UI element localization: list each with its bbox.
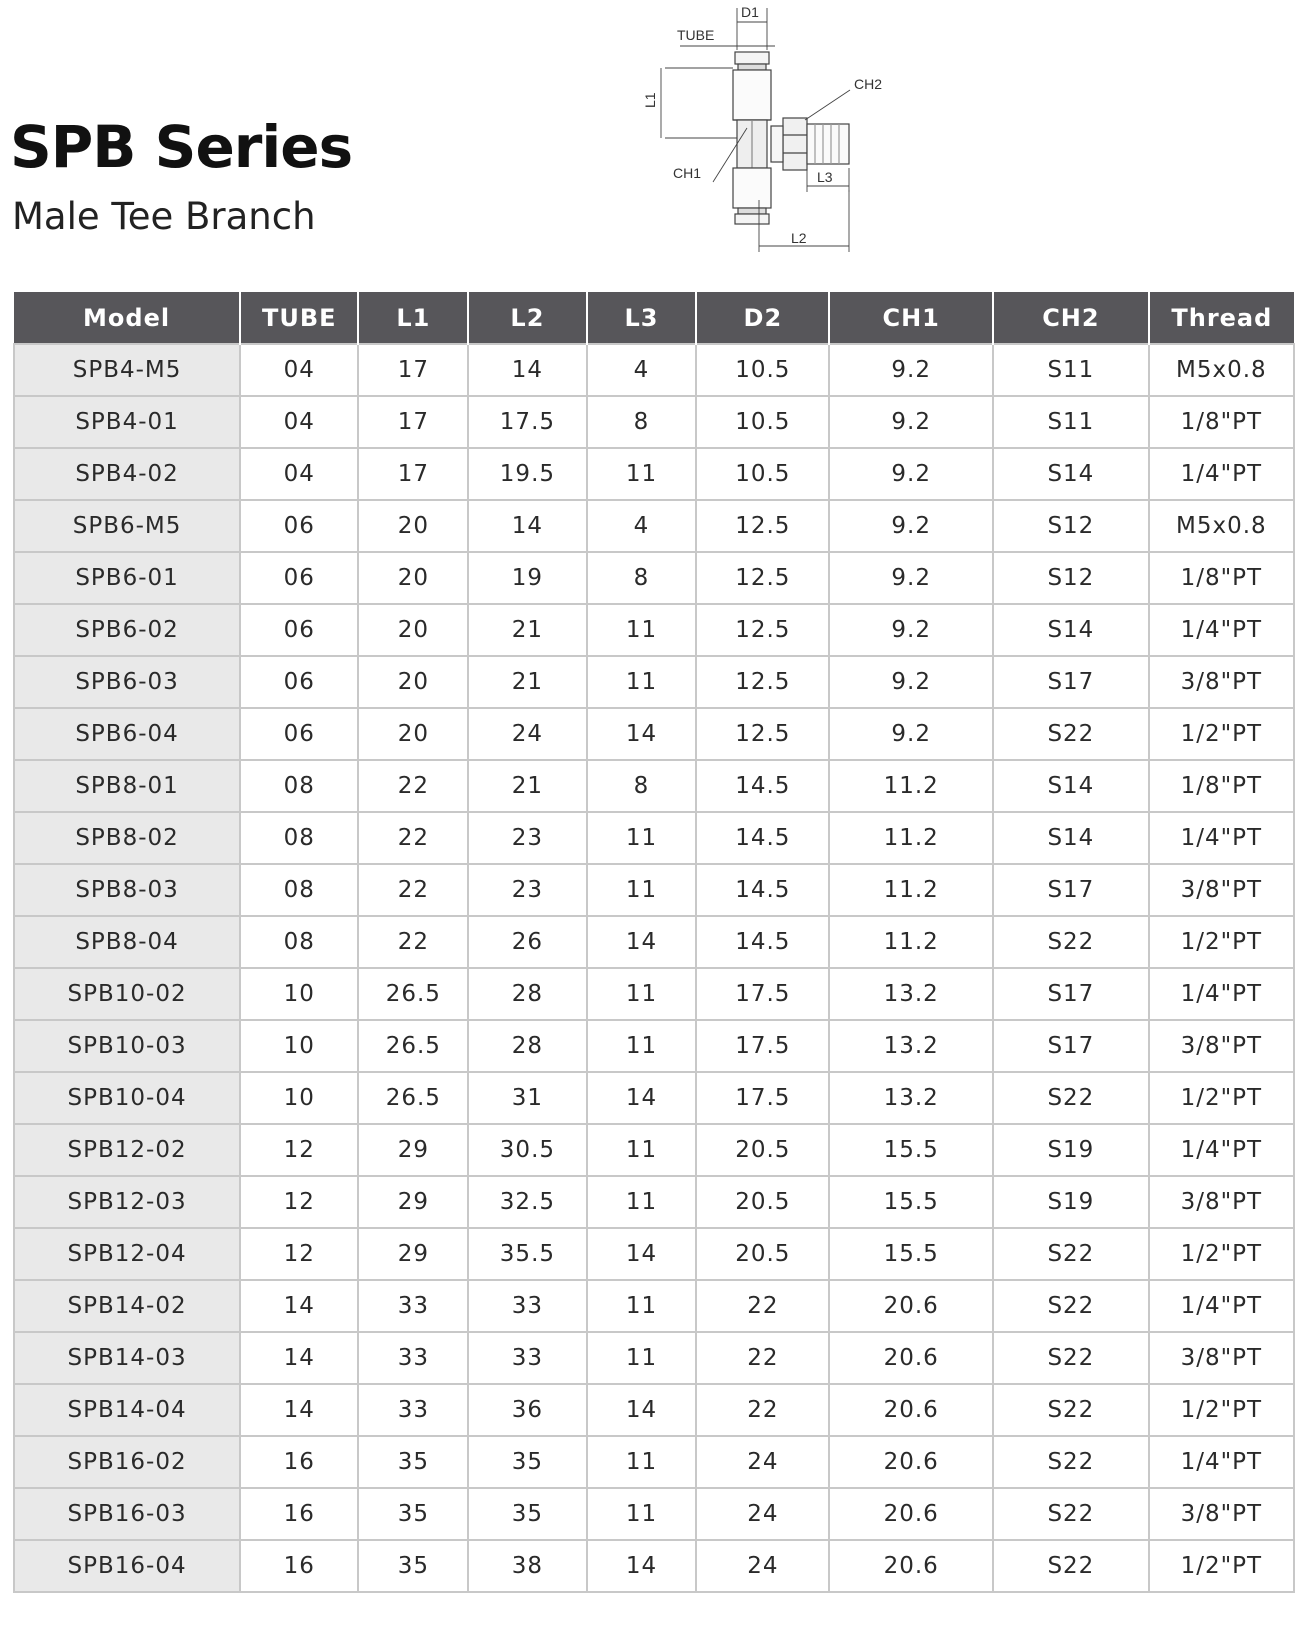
- series-subtitle: Male Tee Branch: [12, 195, 316, 238]
- cell-l2: 26: [468, 916, 586, 968]
- cell-l3: 11: [587, 1176, 697, 1228]
- cell-ch2: S11: [993, 344, 1149, 396]
- cell-thread: 1/4"PT: [1149, 604, 1294, 656]
- cell-l3: 11: [587, 1280, 697, 1332]
- cell-l3: 4: [587, 500, 697, 552]
- table-row: [14, 1124, 1294, 1176]
- spec-table: [13, 292, 1295, 1593]
- table-row: [14, 1072, 1294, 1124]
- cell-l2: 36: [468, 1384, 586, 1436]
- cell-tube: 14: [240, 1384, 358, 1436]
- cell-ch2: S22: [993, 1228, 1149, 1280]
- cell-tube: 06: [240, 500, 358, 552]
- table-row: [14, 708, 1294, 760]
- cell-ch1: 9.2: [829, 396, 993, 448]
- table-row: [14, 1384, 1294, 1436]
- cell-l1: 22: [358, 864, 468, 916]
- cell-model: SPB8-02: [14, 812, 240, 864]
- cell-d2: 10.5: [696, 448, 829, 500]
- cell-tube: 12: [240, 1176, 358, 1228]
- cell-l3: 11: [587, 1332, 697, 1384]
- cell-l2: 17.5: [468, 396, 586, 448]
- column-header-l2: L2: [468, 292, 586, 344]
- cell-d2: 12.5: [696, 500, 829, 552]
- cell-d2: 10.5: [696, 396, 829, 448]
- cell-l2: 28: [468, 968, 586, 1020]
- cell-ch2: S22: [993, 1540, 1149, 1592]
- cell-l2: 38: [468, 1540, 586, 1592]
- cell-l3: 14: [587, 1540, 697, 1592]
- table-row: [14, 500, 1294, 552]
- cell-ch1: 9.2: [829, 656, 993, 708]
- cell-l3: 11: [587, 1020, 697, 1072]
- cell-tube: 06: [240, 604, 358, 656]
- cell-l1: 29: [358, 1176, 468, 1228]
- diagram-label-l2: L2: [791, 230, 807, 246]
- cell-model: SPB14-02: [14, 1280, 240, 1332]
- cell-model: SPB16-02: [14, 1436, 240, 1488]
- cell-model: SPB8-04: [14, 916, 240, 968]
- cell-ch1: 20.6: [829, 1384, 993, 1436]
- cell-thread: M5x0.8: [1149, 344, 1294, 396]
- cell-d2: 22: [696, 1332, 829, 1384]
- cell-ch1: 20.6: [829, 1488, 993, 1540]
- cell-model: SPB4-01: [14, 396, 240, 448]
- cell-ch2: S11: [993, 396, 1149, 448]
- cell-l1: 29: [358, 1124, 468, 1176]
- table-body: [14, 344, 1294, 1592]
- cell-ch2: S14: [993, 604, 1149, 656]
- column-header-ch1: CH1: [829, 292, 993, 344]
- cell-l1: 33: [358, 1280, 468, 1332]
- cell-ch1: 20.6: [829, 1540, 993, 1592]
- cell-thread: 1/4"PT: [1149, 448, 1294, 500]
- cell-l3: 11: [587, 968, 697, 1020]
- cell-ch2: S22: [993, 1384, 1149, 1436]
- table-row: [14, 396, 1294, 448]
- cell-model: SPB12-02: [14, 1124, 240, 1176]
- cell-thread: 3/8"PT: [1149, 864, 1294, 916]
- cell-d2: 14.5: [696, 760, 829, 812]
- cell-l2: 19.5: [468, 448, 586, 500]
- column-header-thread: Thread: [1149, 292, 1294, 344]
- cell-d2: 20.5: [696, 1124, 829, 1176]
- cell-model: SPB14-04: [14, 1384, 240, 1436]
- table-row: [14, 864, 1294, 916]
- cell-ch2: S19: [993, 1124, 1149, 1176]
- cell-thread: 1/4"PT: [1149, 1436, 1294, 1488]
- cell-l2: 14: [468, 344, 586, 396]
- cell-l2: 33: [468, 1280, 586, 1332]
- cell-model: SPB12-03: [14, 1176, 240, 1228]
- cell-thread: 3/8"PT: [1149, 1020, 1294, 1072]
- cell-d2: 24: [696, 1436, 829, 1488]
- cell-tube: 16: [240, 1436, 358, 1488]
- cell-ch2: S12: [993, 500, 1149, 552]
- table-row: [14, 552, 1294, 604]
- table-row: [14, 1176, 1294, 1228]
- cell-tube: 08: [240, 916, 358, 968]
- cell-ch1: 11.2: [829, 812, 993, 864]
- cell-thread: 1/4"PT: [1149, 1124, 1294, 1176]
- cell-ch1: 13.2: [829, 968, 993, 1020]
- cell-tube: 08: [240, 760, 358, 812]
- cell-ch1: 20.6: [829, 1332, 993, 1384]
- cell-d2: 12.5: [696, 656, 829, 708]
- cell-l2: 14: [468, 500, 586, 552]
- cell-ch1: 15.5: [829, 1176, 993, 1228]
- cell-model: SPB4-M5: [14, 344, 240, 396]
- cell-ch1: 15.5: [829, 1228, 993, 1280]
- cell-thread: 1/4"PT: [1149, 1280, 1294, 1332]
- table-row: [14, 604, 1294, 656]
- table-row: [14, 1436, 1294, 1488]
- cell-model: SPB4-02: [14, 448, 240, 500]
- cell-ch2: S22: [993, 1488, 1149, 1540]
- column-header-model: Model: [14, 292, 240, 344]
- cell-model: SPB10-04: [14, 1072, 240, 1124]
- cell-l3: 4: [587, 344, 697, 396]
- cell-l1: 35: [358, 1436, 468, 1488]
- cell-ch2: S14: [993, 760, 1149, 812]
- cell-tube: 16: [240, 1540, 358, 1592]
- column-header-l1: L1: [358, 292, 468, 344]
- cell-d2: 20.5: [696, 1176, 829, 1228]
- cell-d2: 17.5: [696, 968, 829, 1020]
- diagram-label-d1: D1: [741, 4, 759, 20]
- cell-model: SPB6-03: [14, 656, 240, 708]
- cell-ch1: 13.2: [829, 1020, 993, 1072]
- cell-thread: 1/8"PT: [1149, 396, 1294, 448]
- cell-tube: 12: [240, 1228, 358, 1280]
- cell-l2: 35: [468, 1436, 586, 1488]
- cell-l1: 33: [358, 1384, 468, 1436]
- cell-tube: 08: [240, 812, 358, 864]
- table-row: [14, 1332, 1294, 1384]
- cell-l2: 32.5: [468, 1176, 586, 1228]
- cell-thread: 1/2"PT: [1149, 1384, 1294, 1436]
- cell-tube: 04: [240, 344, 358, 396]
- cell-thread: 1/8"PT: [1149, 552, 1294, 604]
- cell-model: SPB10-02: [14, 968, 240, 1020]
- cell-l3: 14: [587, 1228, 697, 1280]
- cell-l1: 26.5: [358, 1020, 468, 1072]
- cell-ch2: S22: [993, 1436, 1149, 1488]
- cell-thread: 1/2"PT: [1149, 1072, 1294, 1124]
- cell-tube: 12: [240, 1124, 358, 1176]
- cell-ch1: 11.2: [829, 916, 993, 968]
- diagram-label-ch2: CH2: [854, 76, 883, 92]
- cell-l1: 29: [358, 1228, 468, 1280]
- cell-ch2: S14: [993, 812, 1149, 864]
- cell-ch1: 9.2: [829, 708, 993, 760]
- cell-d2: 12.5: [696, 604, 829, 656]
- cell-l1: 22: [358, 916, 468, 968]
- cell-l1: 35: [358, 1488, 468, 1540]
- cell-l3: 14: [587, 1072, 697, 1124]
- cell-l2: 30.5: [468, 1124, 586, 1176]
- cell-l3: 14: [587, 1384, 697, 1436]
- diagram-label-l1: L1: [642, 92, 658, 108]
- cell-l3: 11: [587, 864, 697, 916]
- cell-model: SPB6-01: [14, 552, 240, 604]
- cell-thread: M5x0.8: [1149, 500, 1294, 552]
- cell-ch1: 9.2: [829, 448, 993, 500]
- cell-l2: 23: [468, 812, 586, 864]
- cell-d2: 22: [696, 1280, 829, 1332]
- cell-l3: 11: [587, 604, 697, 656]
- cell-ch2: S14: [993, 448, 1149, 500]
- cell-l2: 24: [468, 708, 586, 760]
- cell-l1: 20: [358, 604, 468, 656]
- cell-l3: 8: [587, 760, 697, 812]
- cell-l2: 35: [468, 1488, 586, 1540]
- cell-d2: 20.5: [696, 1228, 829, 1280]
- cell-model: SPB16-03: [14, 1488, 240, 1540]
- table-row: [14, 760, 1294, 812]
- diagram-label-ch1: CH1: [673, 165, 702, 181]
- cell-l2: 35.5: [468, 1228, 586, 1280]
- cell-thread: 1/2"PT: [1149, 1540, 1294, 1592]
- table-row: [14, 448, 1294, 500]
- cell-l2: 21: [468, 760, 586, 812]
- cell-thread: 1/2"PT: [1149, 1228, 1294, 1280]
- cell-ch2: S22: [993, 916, 1149, 968]
- cell-tube: 16: [240, 1488, 358, 1540]
- cell-model: SPB8-01: [14, 760, 240, 812]
- cell-ch2: S19: [993, 1176, 1149, 1228]
- cell-model: SPB12-04: [14, 1228, 240, 1280]
- cell-l2: 21: [468, 604, 586, 656]
- cell-ch1: 11.2: [829, 760, 993, 812]
- cell-l3: 11: [587, 448, 697, 500]
- cell-l3: 11: [587, 1488, 697, 1540]
- column-header-d2: D2: [696, 292, 829, 344]
- cell-thread: 3/8"PT: [1149, 656, 1294, 708]
- diagram-label-l3: L3: [817, 169, 833, 185]
- cell-l1: 35: [358, 1540, 468, 1592]
- table-row: [14, 1020, 1294, 1072]
- cell-ch2: S22: [993, 1072, 1149, 1124]
- cell-model: SPB6-02: [14, 604, 240, 656]
- cell-l3: 8: [587, 396, 697, 448]
- table-row: [14, 1280, 1294, 1332]
- cell-thread: 1/2"PT: [1149, 916, 1294, 968]
- cell-d2: 24: [696, 1488, 829, 1540]
- diagram-label-tube: TUBE: [677, 27, 715, 43]
- cell-ch2: S17: [993, 656, 1149, 708]
- cell-thread: 3/8"PT: [1149, 1176, 1294, 1228]
- cell-l1: 26.5: [358, 968, 468, 1020]
- cell-l1: 17: [358, 344, 468, 396]
- cell-l1: 20: [358, 552, 468, 604]
- cell-model: SPB10-03: [14, 1020, 240, 1072]
- cell-tube: 10: [240, 1020, 358, 1072]
- cell-l2: 33: [468, 1332, 586, 1384]
- cell-d2: 17.5: [696, 1020, 829, 1072]
- cell-l2: 31: [468, 1072, 586, 1124]
- cell-thread: 1/8"PT: [1149, 760, 1294, 812]
- cell-ch2: S22: [993, 1332, 1149, 1384]
- cell-ch1: 9.2: [829, 604, 993, 656]
- cell-ch1: 9.2: [829, 552, 993, 604]
- cell-tube: 08: [240, 864, 358, 916]
- cell-d2: 10.5: [696, 344, 829, 396]
- table-row: [14, 1540, 1294, 1592]
- cell-ch2: S22: [993, 708, 1149, 760]
- cell-thread: 1/2"PT: [1149, 708, 1294, 760]
- cell-tube: 04: [240, 396, 358, 448]
- cell-thread: 3/8"PT: [1149, 1332, 1294, 1384]
- cell-l3: 14: [587, 708, 697, 760]
- cell-d2: 14.5: [696, 864, 829, 916]
- cell-d2: 17.5: [696, 1072, 829, 1124]
- cell-model: SPB14-03: [14, 1332, 240, 1384]
- cell-ch2: S17: [993, 864, 1149, 916]
- cell-tube: 06: [240, 552, 358, 604]
- table-row: [14, 1488, 1294, 1540]
- cell-l3: 11: [587, 656, 697, 708]
- cell-tube: 14: [240, 1332, 358, 1384]
- cell-tube: 06: [240, 656, 358, 708]
- cell-ch2: S17: [993, 1020, 1149, 1072]
- cell-l2: 21: [468, 656, 586, 708]
- cell-ch2: S17: [993, 968, 1149, 1020]
- cell-ch1: 11.2: [829, 864, 993, 916]
- cell-l1: 20: [358, 708, 468, 760]
- cell-tube: 04: [240, 448, 358, 500]
- table-row: [14, 1228, 1294, 1280]
- cell-l1: 33: [358, 1332, 468, 1384]
- table-row: [14, 656, 1294, 708]
- cell-l3: 11: [587, 812, 697, 864]
- cell-model: SPB8-03: [14, 864, 240, 916]
- cell-thread: 1/4"PT: [1149, 968, 1294, 1020]
- cell-ch2: S12: [993, 552, 1149, 604]
- cell-d2: 14.5: [696, 812, 829, 864]
- cell-model: SPB6-M5: [14, 500, 240, 552]
- cell-l1: 17: [358, 448, 468, 500]
- cell-l2: 19: [468, 552, 586, 604]
- cell-d2: 22: [696, 1384, 829, 1436]
- cell-l1: 17: [358, 396, 468, 448]
- cell-l2: 28: [468, 1020, 586, 1072]
- cell-l1: 22: [358, 760, 468, 812]
- cell-d2: 12.5: [696, 552, 829, 604]
- cell-d2: 14.5: [696, 916, 829, 968]
- cell-ch1: 9.2: [829, 344, 993, 396]
- series-title: SPB Series: [10, 113, 353, 181]
- cell-l3: 8: [587, 552, 697, 604]
- table-row: [14, 916, 1294, 968]
- cell-tube: 14: [240, 1280, 358, 1332]
- cell-tube: 10: [240, 1072, 358, 1124]
- cell-d2: 12.5: [696, 708, 829, 760]
- cell-d2: 24: [696, 1540, 829, 1592]
- table-row: [14, 812, 1294, 864]
- cell-model: SPB6-04: [14, 708, 240, 760]
- cell-thread: 1/4"PT: [1149, 812, 1294, 864]
- cell-ch2: S22: [993, 1280, 1149, 1332]
- cell-ch1: 9.2: [829, 500, 993, 552]
- cell-l3: 14: [587, 916, 697, 968]
- table-row: [14, 968, 1294, 1020]
- cell-l1: 20: [358, 656, 468, 708]
- cell-l3: 11: [587, 1436, 697, 1488]
- cell-tube: 06: [240, 708, 358, 760]
- cell-tube: 10: [240, 968, 358, 1020]
- cell-ch1: 15.5: [829, 1124, 993, 1176]
- cell-l1: 22: [358, 812, 468, 864]
- cell-l1: 26.5: [358, 1072, 468, 1124]
- column-header-ch2: CH2: [993, 292, 1149, 344]
- column-header-tube: TUBE: [240, 292, 358, 344]
- table-header-row: [14, 292, 1294, 344]
- table-row: [14, 344, 1294, 396]
- column-header-l3: L3: [587, 292, 697, 344]
- cell-model: SPB16-04: [14, 1540, 240, 1592]
- cell-l2: 23: [468, 864, 586, 916]
- cell-ch1: 20.6: [829, 1280, 993, 1332]
- cell-ch1: 13.2: [829, 1072, 993, 1124]
- cell-ch1: 20.6: [829, 1436, 993, 1488]
- cell-l3: 11: [587, 1124, 697, 1176]
- cell-l1: 20: [358, 500, 468, 552]
- fitting-dimension-diagram: [642, 0, 935, 270]
- cell-thread: 3/8"PT: [1149, 1488, 1294, 1540]
